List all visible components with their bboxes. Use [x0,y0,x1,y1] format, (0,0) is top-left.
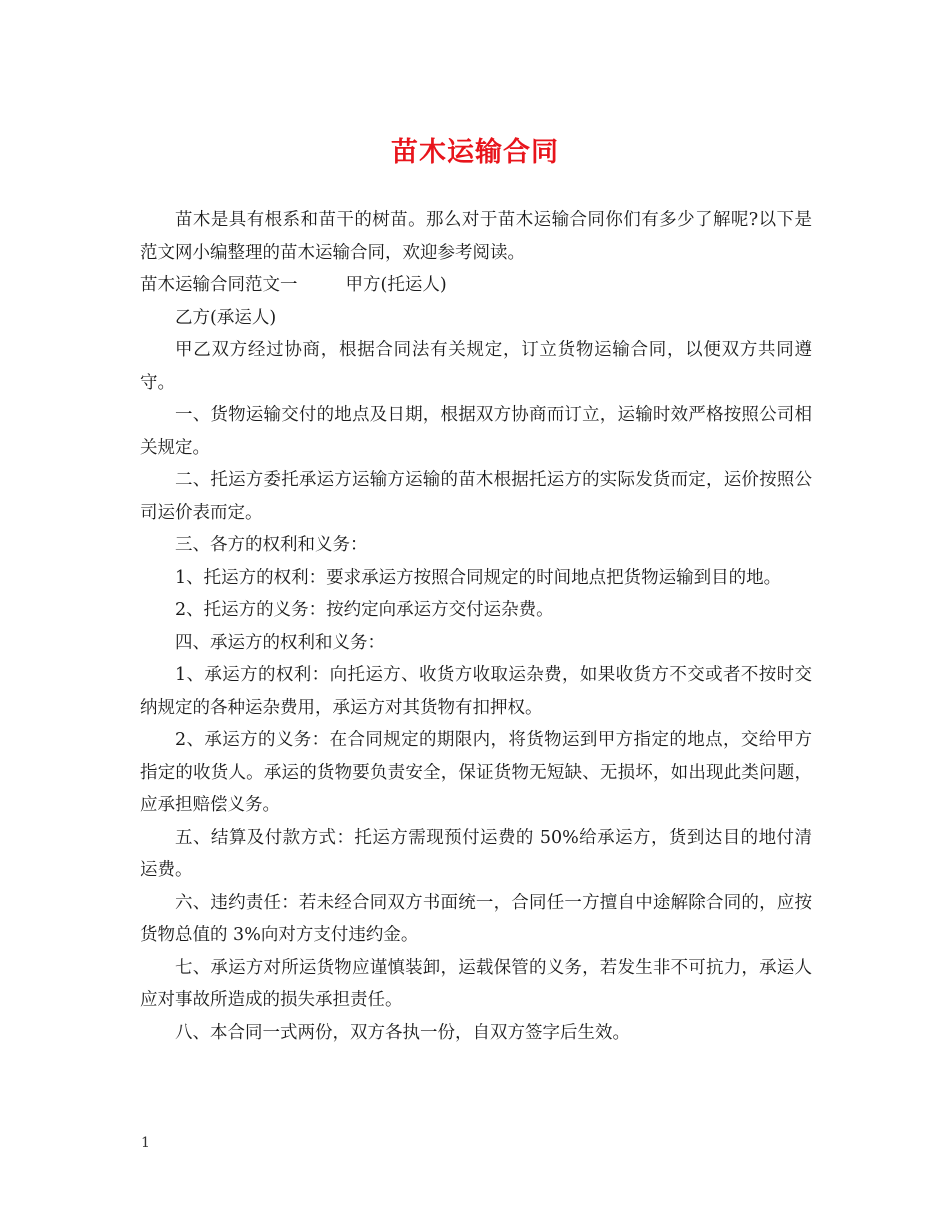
contract-clause: 2、托运方的义务：按约定向承运方交付运杂费。 [175,600,554,620]
intro-paragraph: 苗木是具有根系和苗干的树苗。那么对于苗木运输合同你们有多少了解呢?以下是范文网小编整理的苗木运输合同，欢迎参考阅读。 [140,210,812,263]
contract-clause: 1、承运方的权利：向托运方、收货方收取运杂费，如果收货方不交或者不按时交纳规定的各种运杂费用，承运方对其货物有扣押权。 [140,665,812,718]
contract-clause: 1、托运方的权利：要求承运方按照合同规定的时间地点把货物运输到目的地。 [175,567,782,588]
sample-heading-line [140,269,812,302]
party-b-label: 乙方(承运人) [175,307,277,328]
contract-clause: 四、承运方的权利和义务： [175,632,385,653]
contract-clause: 2、承运方的义务：在合同规定的期限内，将货物运到甲方指定的地点，交给甲方指定的收货人。承运的货物要负责安全，保证货物无短缺、无损坏，如出现此类问题，应承担赔偿义务。 [140,730,812,815]
page-number: 1 [141,1135,150,1151]
contract-clause: 八、本合同一式两份，双方各执一份，自双方签字后生效。 [175,1022,630,1043]
contract-clause: 七、承运方对所运货物应谨慎装卸，运载保管的义务，若发生非不可抗力，承运人应对事故所造成的损失承担责任。 [140,957,812,1010]
contract-clause: 五、结算及付款方式：托运方需现预付运费的 50%给承运方，货到达目的地付清运费。 [140,827,812,880]
party-a-label: 甲方(托运人) [345,275,447,295]
sample-heading: 苗木运输合同范文一 [140,275,298,295]
contract-clause: 一、货物运输交付的地点及日期，根据双方协商而订立，运输时效严格按照公司相关规定。 [140,405,812,458]
document-body [140,204,812,1049]
document-title: 苗木运输合同 [391,137,559,168]
contract-clause: 二、托运方委托承运方运输方运输的苗木根据托运方的实际发货而定，运价按照公司运价表而定。 [140,470,812,523]
contract-paragraph: 甲乙双方经过协商，根据合同法有关规定，订立货物运输合同，以便双方共同遵守。 [140,340,812,393]
contract-clause: 六、违约责任：若未经合同双方书面统一，合同任一方擅自中途解除合同的，应按货物总值的 3%向对方支付违约金。 [140,892,812,945]
contract-clause: 三、各方的权利和义务： [175,535,368,555]
